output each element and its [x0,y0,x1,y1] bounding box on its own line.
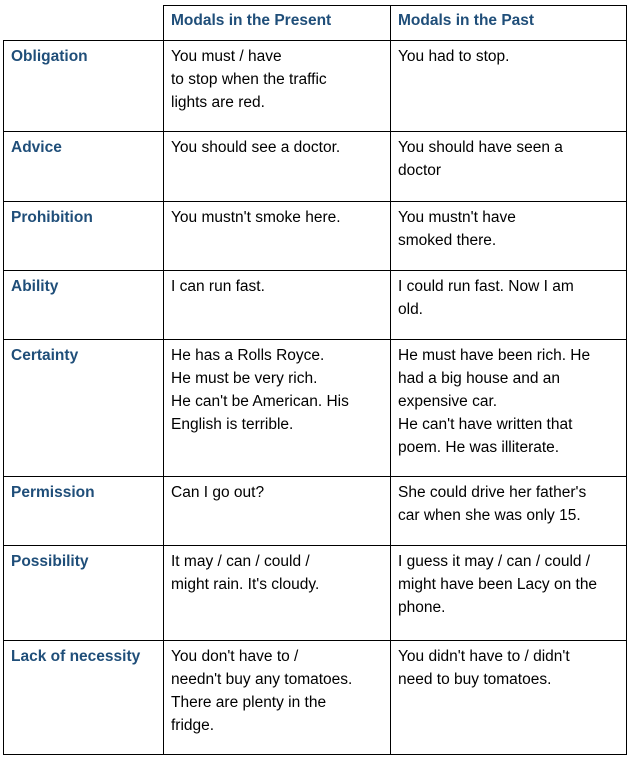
past-cell: You didn't have to / didn't need to buy tomatoes. [391,641,627,755]
present-cell: Can I go out? [164,477,391,546]
past-cell: You mustn't have smoked there. [391,202,627,271]
header-row [4,6,627,41]
row-label: Possibility [4,546,164,641]
row-label: Lack of necessity [4,641,164,755]
present-cell: It may / can / could / might rain. It's cloudy. [164,546,391,641]
row-label: Advice [4,132,164,202]
row-label: Ability [4,271,164,340]
table-row [4,41,627,132]
table-row [4,202,627,271]
past-cell: You should have seen a doctor [391,132,627,202]
table-row [4,340,627,477]
table-row [4,271,627,340]
present-cell: You mustn't smoke here. [164,202,391,271]
present-cell: You don't have to / needn't buy any tomatoes. There are plenty in the fridge. [164,641,391,755]
present-cell: He has a Rolls Royce. He must be very rich. He can't be American. His English is terrible. [164,340,391,477]
past-cell: You had to stop. [391,41,627,132]
row-label: Prohibition [4,202,164,271]
table-row [4,477,627,546]
row-label: Permission [4,477,164,546]
past-cell: I could run fast. Now I am old. [391,271,627,340]
past-cell: I guess it may / can / could / might have been Lacy on the phone. [391,546,627,641]
past-cell: He must have been rich. He had a big house and an expensive car. He can't have written that poem. He was illiterate. [391,340,627,477]
present-cell: You should see a doctor. [164,132,391,202]
modals-table [3,5,627,755]
header-present: Modals in the Present [164,6,391,41]
row-label: Obligation [4,41,164,132]
header-past: Modals in the Past [391,6,627,41]
present-cell: You must / have to stop when the traffic lights are red. [164,41,391,132]
row-label: Certainty [4,340,164,477]
past-cell: She could drive her father's car when she was only 15. [391,477,627,546]
present-cell: I can run fast. [164,271,391,340]
table-row [4,641,627,755]
table-row [4,132,627,202]
table-row [4,546,627,641]
header-empty [4,6,164,41]
